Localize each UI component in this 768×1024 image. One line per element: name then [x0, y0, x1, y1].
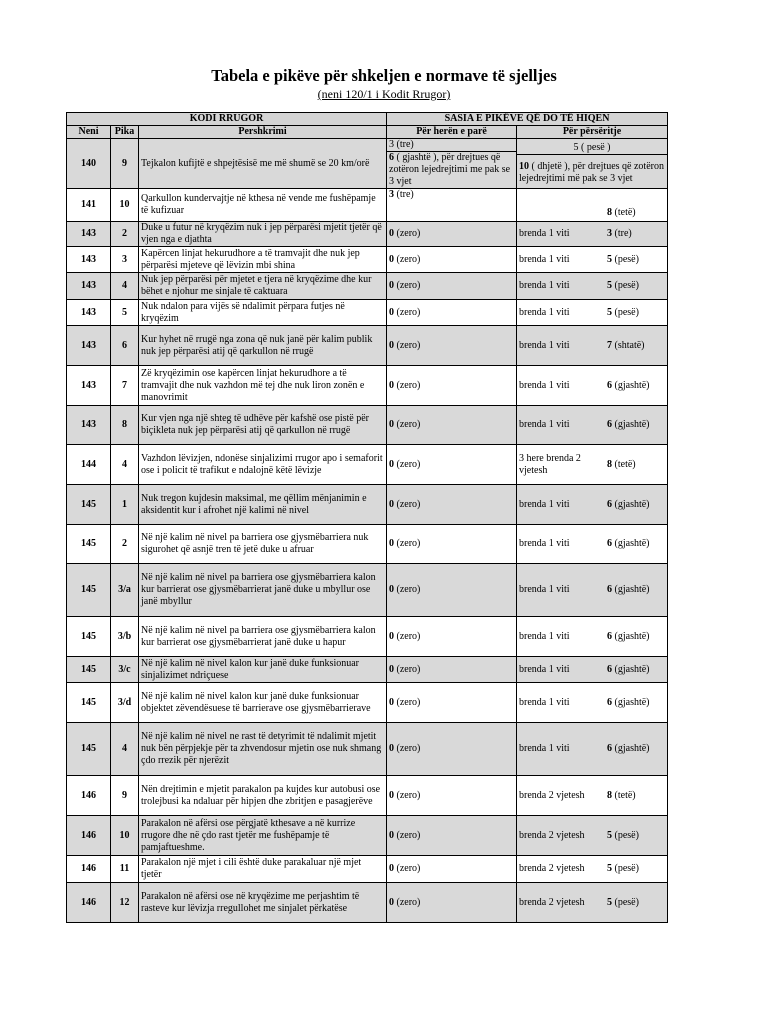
- first-points: 0: [389, 696, 395, 708]
- rep-points: 5: [607, 829, 613, 841]
- cell-heren-e-pare: [387, 366, 517, 406]
- cell-pershkrimi: Nuk jep përparësi për mjetet e tjera në kryqëzime dhe kur bëhet e njohur me sinjale të caktuara: [139, 273, 387, 300]
- rep-wrap: [519, 863, 665, 875]
- first-points: 0: [389, 896, 395, 908]
- cell-neni: 146: [67, 856, 111, 883]
- cell-pika: 9: [111, 776, 139, 816]
- rep-wrap: [519, 499, 665, 511]
- cell-neni: 145: [67, 723, 111, 776]
- table-row: [67, 564, 668, 617]
- cell-heren-e-pare: [387, 564, 517, 617]
- cell-pika: 9: [111, 139, 139, 189]
- rep-period: brenda 2 vjetesh: [519, 789, 585, 801]
- table-row: [67, 406, 668, 445]
- rep-wrap: [519, 228, 665, 240]
- cell-heren-e-pare: [387, 883, 517, 923]
- rep-wrap: [519, 340, 665, 352]
- rep-points-wrap: [607, 631, 665, 643]
- first-points: 0: [389, 789, 395, 801]
- cell-neni: 140: [67, 139, 111, 189]
- cell-pershkrimi: Në një kalim në nivel kalon kur janë duke funksionuar objektet zëvendësuese të barrierave ose gjysmëbarrierave: [139, 683, 387, 723]
- first-points-text: (zero): [394, 379, 421, 391]
- cell-heren-e-pare: [387, 139, 517, 189]
- cell-perseritje: [517, 445, 668, 485]
- cell-pershkrimi: Kur hyhet në rrugë nga zona që nuk janë për kalim publik nuk jep përparësi atij që qarkullon në rrugë: [139, 326, 387, 366]
- cell-pika: 7: [111, 366, 139, 406]
- first-new-driver: [387, 152, 516, 188]
- cell-neni: 146: [67, 883, 111, 923]
- rep-points-text: (gjashtë): [612, 743, 650, 754]
- rep-points-wrap: [607, 664, 665, 676]
- cell-heren-e-pare: [387, 856, 517, 883]
- cell-heren-e-pare: [387, 776, 517, 816]
- rep-points-text: (shtatë): [612, 339, 645, 351]
- cell-pershkrimi: Qarkullon kundervajtje në kthesa në vende me fushëpamje të kufizuar: [139, 189, 387, 222]
- rep-points: 5: [607, 863, 613, 874]
- cell-perseritje: [517, 856, 668, 883]
- cell-neni: 145: [67, 485, 111, 525]
- cell-neni: 143: [67, 326, 111, 366]
- cell-perseritje: [517, 816, 668, 856]
- rep-points-wrap: [607, 419, 665, 431]
- cell-neni: 143: [67, 300, 111, 326]
- rep-points: 6: [607, 696, 613, 708]
- rep-points-wrap: [607, 584, 665, 596]
- cell-perseritje: [517, 683, 668, 723]
- cell-heren-e-pare: [387, 723, 517, 776]
- rep-points: 6: [607, 419, 613, 430]
- cell-pershkrimi: Nën drejtimin e mjetit parakalon pa kujdes kur autobusi ose trolejbusi ka ndaluar për hipjen dhe zbritjen e pasagjerëve: [139, 776, 387, 816]
- rep-wrap: [519, 790, 665, 802]
- rep-points: 6: [607, 630, 613, 642]
- first-points: 0: [389, 829, 395, 841]
- first-points-text: (tre): [394, 189, 414, 200]
- cell-perseritje: [517, 485, 668, 525]
- table-row: [67, 485, 668, 525]
- rep-period: brenda 1 viti: [519, 280, 570, 291]
- rep-points-text: (gjashtë): [612, 630, 650, 642]
- rep-points-wrap: [607, 380, 665, 392]
- rep-points-wrap: [607, 790, 665, 802]
- rep-points-wrap: [607, 743, 665, 755]
- rep-points: 5: [607, 280, 613, 291]
- cell-pershkrimi: Tejkalon kufijtë e shpejtësisë me më shumë se 20 km/orë: [139, 139, 387, 189]
- cell-perseritje: [517, 657, 668, 683]
- table-row: [67, 856, 668, 883]
- first-points-text: (zero): [394, 896, 421, 908]
- rep-points: 8: [607, 458, 613, 470]
- rep-points: 6: [607, 584, 613, 595]
- cell-neni: 145: [67, 525, 111, 564]
- cell-pika: 11: [111, 856, 139, 883]
- cell-heren-e-pare: [387, 445, 517, 485]
- rep-points-text: (pesë): [612, 896, 639, 908]
- rep-points-text: (tre): [612, 228, 632, 239]
- header-kodi-rrugor: KODI RRUGOR: [67, 113, 387, 126]
- first-points-text: (zero): [394, 253, 421, 265]
- first-points: 0: [389, 419, 395, 430]
- cell-perseritje: [517, 189, 668, 222]
- first-points: 3: [389, 189, 395, 200]
- cell-pershkrimi: Parakalon në afërsi ose në kryqëzime me perjashtim të rasteve kur lëvizja rregullohet me sinjalet përkatëse: [139, 883, 387, 923]
- table-row: [67, 683, 668, 723]
- cell-perseritje: [517, 723, 668, 776]
- first-points-text: (zero): [394, 829, 421, 841]
- rep-points: 6: [607, 498, 613, 510]
- table-row: [67, 300, 668, 326]
- cell-heren-e-pare: [387, 657, 517, 683]
- cell-pershkrimi: Në një kalim në nivel kalon kur janë duke funksionuar sinjalizimet ndriçuese: [139, 657, 387, 683]
- rep-points-text: (gjashtë): [612, 663, 650, 675]
- rep-period: brenda 1 viti: [519, 339, 570, 351]
- cell-pershkrimi: Kapërcen linjat hekurudhore a të tramvajit dhe nuk jep përparësi mjeteve që lëvizin mbi shina: [139, 247, 387, 273]
- rep-points-wrap: [607, 207, 665, 219]
- cell-perseritje: [517, 406, 668, 445]
- first-points-text: (zero): [394, 339, 421, 351]
- cell-perseritje: [517, 139, 668, 189]
- rep-wrap: [519, 419, 665, 431]
- first-points: 0: [389, 630, 395, 642]
- rep-points-wrap: [607, 307, 665, 319]
- rep-points-text: (gjashtë): [612, 538, 650, 549]
- cell-heren-e-pare: [387, 406, 517, 445]
- rep-points: 7: [607, 339, 613, 351]
- cell-pika: 3: [111, 247, 139, 273]
- rep-points-wrap: [607, 228, 665, 240]
- first-points-text: (zero): [394, 584, 421, 595]
- rep-new-driver: [517, 155, 667, 185]
- cell-neni: 146: [67, 816, 111, 856]
- first-points: 0: [389, 538, 395, 549]
- rep-period: brenda 1 viti: [519, 306, 570, 318]
- rep-period: 3 here brenda 2 vjetesh: [519, 452, 581, 476]
- cell-pershkrimi: Në një kalim në nivel pa barriera ose gjysmëbarriera nuk sigurohet që asnjë tren të jetë duke u afruar: [139, 525, 387, 564]
- table-row: [67, 883, 668, 923]
- cell-pika: 2: [111, 222, 139, 247]
- first-points-text: (zero): [394, 498, 421, 510]
- cell-heren-e-pare: [387, 222, 517, 247]
- rep-wrap: [519, 280, 665, 292]
- header-heren-e-pare: Për herën e parë: [387, 126, 517, 139]
- rep-points-wrap: [607, 254, 665, 266]
- cell-pika: 3/c: [111, 657, 139, 683]
- rep-period: brenda 2 vjetesh: [519, 863, 585, 874]
- cell-perseritje: [517, 776, 668, 816]
- first-points: 0: [389, 863, 395, 874]
- rep-points: 6: [607, 538, 613, 549]
- rep-points-text: (pesë): [612, 280, 639, 291]
- document-subtitle: (neni 120/1 i Kodit Rrugor): [317, 87, 451, 101]
- rep-wrap: [519, 584, 665, 596]
- rep-points-wrap: [607, 830, 665, 842]
- rep-wrap: [519, 307, 665, 319]
- first-points: 0: [389, 280, 395, 291]
- rep-wrap: [519, 538, 665, 550]
- rep-points-text: (pesë): [612, 863, 639, 874]
- cell-pika: 5: [111, 300, 139, 326]
- cell-perseritje: [517, 247, 668, 273]
- first-points-text: (zero): [394, 228, 421, 239]
- cell-perseritje: [517, 326, 668, 366]
- rep-period: brenda 1 viti: [519, 663, 570, 675]
- cell-neni: 143: [67, 406, 111, 445]
- cell-neni: 141: [67, 189, 111, 222]
- cell-pika: 10: [111, 816, 139, 856]
- table-row: [67, 247, 668, 273]
- table-row: [67, 139, 668, 189]
- cell-neni: 145: [67, 657, 111, 683]
- cell-neni: 145: [67, 564, 111, 617]
- rep-points-wrap: [607, 280, 665, 292]
- rep-points-text: (tetë): [612, 789, 636, 801]
- first-points-text: (zero): [394, 696, 421, 708]
- rep-wrap: [519, 743, 665, 755]
- cell-pershkrimi: Zë kryqëzimin ose kapërcen linjat hekurudhore a të tramvajit dhe nuk vazhdon më tej dhe nuk liron zonën e manovrimit: [139, 366, 387, 406]
- cell-pika: 1: [111, 485, 139, 525]
- first-points-text: (zero): [394, 630, 421, 642]
- cell-neni: 144: [67, 445, 111, 485]
- cell-perseritje: [517, 617, 668, 657]
- rep-period: brenda 1 viti: [519, 630, 570, 642]
- first-points-text: (zero): [394, 419, 421, 430]
- first-points: 0: [389, 306, 395, 318]
- first-points: 0: [389, 339, 395, 351]
- rep-period: brenda 2 vjetesh: [519, 829, 585, 841]
- rep-period: brenda 1 viti: [519, 228, 570, 239]
- first-new-driver-text: ( gjashtë ), për drejtues që zotëron lejedrejtimi me pak se 3 vjet: [389, 152, 511, 187]
- cell-pika: 12: [111, 883, 139, 923]
- cell-heren-e-pare: [387, 189, 517, 222]
- cell-pika: 6: [111, 326, 139, 366]
- rep-new-driver-points: 10: [519, 161, 530, 172]
- rep-period: brenda 1 viti: [519, 743, 570, 754]
- cell-perseritje: [517, 273, 668, 300]
- first-points-text: (zero): [394, 280, 421, 291]
- rep-points-text: (tetë): [612, 458, 636, 470]
- cell-perseritje: [517, 564, 668, 617]
- rep-points-text: (pesë): [612, 306, 639, 318]
- header-sasia: SASIA E PIKËVE QË DO TË HIQEN: [387, 113, 668, 126]
- cell-neni: 143: [67, 366, 111, 406]
- cell-pika: 8: [111, 406, 139, 445]
- cell-pershkrimi: Parakalon në afërsi ose përgjatë kthesave a në kurrize rrugore dhe në çdo rast tjetër me fushëpamje të pamjaftueshme.: [139, 816, 387, 856]
- rep-wrap: [519, 380, 665, 392]
- rep-wrap: [519, 631, 665, 643]
- first-points: 0: [389, 498, 395, 510]
- first-points: 0: [389, 228, 395, 239]
- cell-pershkrimi: Nuk tregon kujdesin maksimal, me qëllim mënjanimin e aksidentit kur i afrohet një kalimi në nivel: [139, 485, 387, 525]
- rep-points-wrap: [607, 340, 665, 352]
- rep-points: 8: [607, 789, 613, 801]
- cell-pika: 2: [111, 525, 139, 564]
- cell-heren-e-pare: [387, 816, 517, 856]
- table-row: [67, 617, 668, 657]
- rep-points-wrap: [607, 897, 665, 909]
- table-row: [67, 273, 668, 300]
- rep-points: 6: [607, 379, 613, 391]
- rep-wrap: [519, 254, 665, 266]
- rep-points-wrap: [607, 863, 665, 875]
- first-points-text: (zero): [394, 306, 421, 318]
- cell-pika: 4: [111, 723, 139, 776]
- cell-heren-e-pare: [387, 300, 517, 326]
- cell-neni: 143: [67, 247, 111, 273]
- first-points: 0: [389, 743, 395, 754]
- rep-period: brenda 1 viti: [519, 538, 570, 549]
- rep-points-text: (gjashtë): [612, 584, 650, 595]
- cell-neni: 143: [67, 273, 111, 300]
- cell-heren-e-pare: [387, 617, 517, 657]
- rep-points: 8: [607, 207, 613, 218]
- cell-perseritje: [517, 222, 668, 247]
- first-points-text: (zero): [394, 789, 421, 801]
- rep-period: brenda 1 viti: [519, 696, 570, 708]
- cell-heren-e-pare: [387, 247, 517, 273]
- cell-heren-e-pare: [387, 485, 517, 525]
- table-row: [67, 366, 668, 406]
- cell-heren-e-pare: [387, 525, 517, 564]
- cell-pika: 10: [111, 189, 139, 222]
- cell-pika: 3/a: [111, 564, 139, 617]
- cell-pika: 4: [111, 445, 139, 485]
- table-row: [67, 445, 668, 485]
- first-points-text: (zero): [394, 538, 421, 549]
- header-neni: Neni: [67, 126, 111, 139]
- first-points-text: (zero): [394, 663, 421, 675]
- table-row: [67, 723, 668, 776]
- cell-heren-e-pare: [387, 273, 517, 300]
- rep-points-text: (gjashtë): [612, 498, 650, 510]
- table-row: [67, 326, 668, 366]
- cell-pershkrimi: Kur vjen nga një shteg të udhëve për kafshë ose pistë për biçikleta nuk jep përparësi atij që qarkullon në rrugë: [139, 406, 387, 445]
- rep-period: brenda 2 vjetesh: [519, 896, 585, 908]
- first-points-text: (zero): [394, 863, 421, 874]
- rep-period: brenda 1 viti: [519, 379, 570, 391]
- rep-points-wrap: [607, 499, 665, 511]
- table-row: [67, 525, 668, 564]
- cell-neni: 145: [67, 617, 111, 657]
- first-points: 0: [389, 663, 395, 675]
- rep-wrap: [519, 664, 665, 676]
- first-points: 0: [389, 253, 395, 265]
- first-base: 3 (tre): [387, 139, 516, 152]
- cell-pershkrimi: Në një kalim në nivel pa barriera ose gjysmëbarriera kalon kur barrierat ose gjysmëbarrierat janë duke u mbyllur ose janë mbyllur: [139, 564, 387, 617]
- cell-pershkrimi: Duke u futur në kryqëzim nuk i jep përparësi mjetit tjetër që vjen nga e djathta: [139, 222, 387, 247]
- rep-points-wrap: [607, 459, 665, 471]
- rep-wrap: [519, 830, 665, 842]
- rep-points-text: (gjashtë): [612, 696, 650, 708]
- first-points: 0: [389, 584, 395, 595]
- cell-perseritje: [517, 525, 668, 564]
- rep-points: 6: [607, 663, 613, 675]
- cell-perseritje: [517, 366, 668, 406]
- cell-perseritje: [517, 300, 668, 326]
- rep-wrap: [519, 697, 665, 709]
- rep-wrap: [519, 453, 665, 477]
- cell-pika: 4: [111, 273, 139, 300]
- rep-points-text: (pesë): [612, 253, 639, 265]
- header-pika: Pika: [111, 126, 139, 139]
- cell-pershkrimi: Në një kalim në nivel ne rast të detyrimit të ndalimit mjetit nuk bën përpjekje për ta zhvendosur mjetin ose nuk shmang çdo rrezik për njerëzit: [139, 723, 387, 776]
- rep-points: 5: [607, 253, 613, 265]
- rep-period: brenda 1 viti: [519, 498, 570, 510]
- rep-period: brenda 1 viti: [519, 253, 570, 265]
- rep-wrap: [519, 191, 665, 219]
- table-row: [67, 776, 668, 816]
- rep-wrap: [519, 897, 665, 909]
- cell-heren-e-pare: [387, 326, 517, 366]
- first-points-text: (zero): [394, 743, 421, 754]
- cell-neni: 143: [67, 222, 111, 247]
- rep-period: brenda 1 viti: [519, 584, 570, 595]
- cell-pershkrimi: Nuk ndalon para vijës së ndalimit përpara futjes në kryqëzim: [139, 300, 387, 326]
- rep-points-text: (gjashtë): [612, 379, 650, 391]
- table-row: [67, 222, 668, 247]
- rep-points-wrap: [607, 697, 665, 709]
- cell-pika: 3/b: [111, 617, 139, 657]
- rep-points-text: (gjashtë): [612, 419, 650, 430]
- rep-points: 3: [607, 228, 613, 239]
- points-table: [66, 112, 668, 923]
- cell-pershkrimi: Në një kalim në nivel pa barriera ose gjysmëbarriera kalon kur barrierat ose gjysmëbarrierat janë duke u hapur: [139, 617, 387, 657]
- rep-points-text: (tetë): [612, 207, 636, 218]
- rep-points-wrap: [607, 538, 665, 550]
- cell-pika: 3/d: [111, 683, 139, 723]
- rep-points: 5: [607, 306, 613, 318]
- cell-neni: 146: [67, 776, 111, 816]
- cell-pershkrimi: Vazhdon lëvizjen, ndonëse sinjalizimi rrugor apo i semaforit ose i policit të trafikut e ndalojnë këtë lëvizje: [139, 445, 387, 485]
- cell-neni: 145: [67, 683, 111, 723]
- table-row: [67, 657, 668, 683]
- rep-base: 5 ( pesë ): [517, 142, 667, 155]
- first-new-driver-points: 6: [389, 152, 395, 163]
- first-points-text: (zero): [394, 458, 421, 470]
- header-pershkrimi: Pershkrimi: [139, 126, 387, 139]
- cell-perseritje: [517, 883, 668, 923]
- rep-new-driver-text: ( dhjetë ), për drejtues që zotëron lejedrejtimi më pak se 3 vjet: [519, 161, 664, 184]
- cell-heren-e-pare: [387, 683, 517, 723]
- cell-pershkrimi: Parakalon një mjet i cili është duke parakaluar një mjet tjetër: [139, 856, 387, 883]
- first-points: 0: [389, 379, 395, 391]
- rep-points-text: (pesë): [612, 829, 639, 841]
- first-points: 0: [389, 458, 395, 470]
- header-perseritje: Për përsëritje: [517, 126, 668, 139]
- document-title: Tabela e pikëve për shkeljen e normave të sjelljes: [211, 66, 557, 85]
- rep-points: 5: [607, 896, 613, 908]
- table-row: [67, 189, 668, 222]
- rep-points: 6: [607, 743, 613, 754]
- rep-period: brenda 1 viti: [519, 419, 570, 430]
- table-row: [67, 816, 668, 856]
